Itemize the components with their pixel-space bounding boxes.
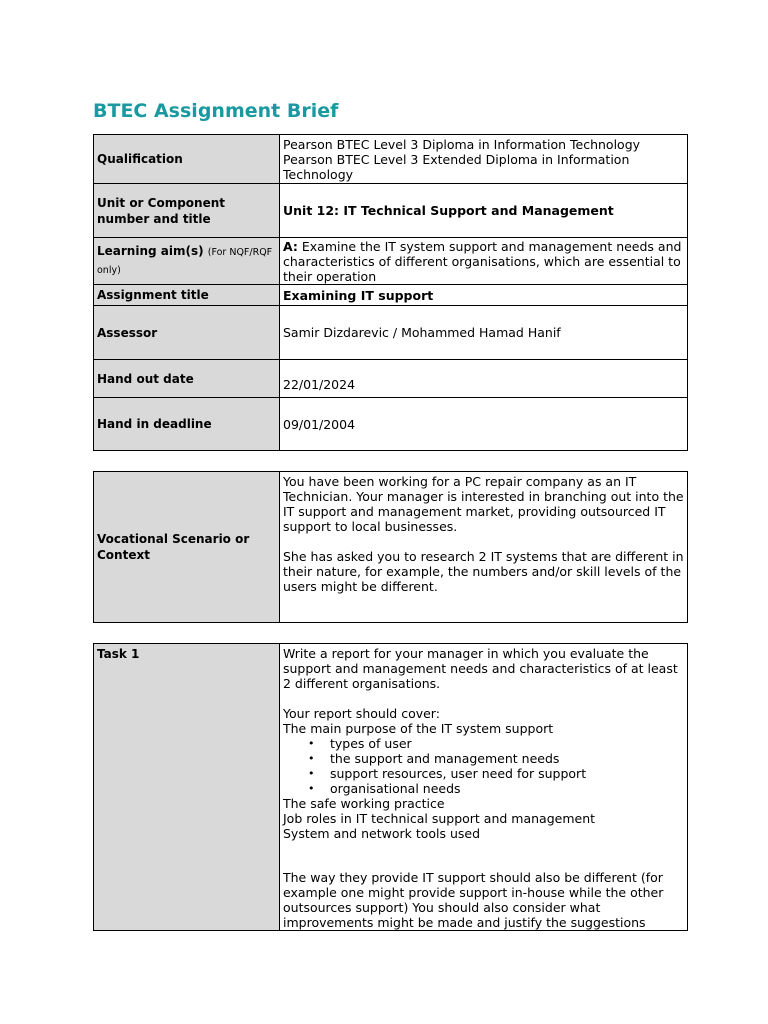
handout-label: Hand out date <box>94 360 280 398</box>
task-row <box>94 644 688 931</box>
qualification-row <box>94 135 688 184</box>
assignment-row <box>94 285 688 306</box>
task-bullet: • types of user <box>330 736 684 751</box>
learning-aim-row <box>94 238 688 285</box>
task-safe: The safe working practice <box>283 796 445 811</box>
scenario-paragraph: You have been working for a PC repair company as an IT Technician. Your manager is interested in branching out into the IT support and management market, providing outsourced IT support to local businesses. <box>283 474 684 534</box>
learning-aim-code: A: <box>283 238 298 254</box>
scenario-label: Vocational Scenario or Context <box>94 472 280 623</box>
spacer <box>283 691 684 706</box>
deadline-value: 09/01/2004 <box>280 398 688 451</box>
task-label: Task 1 <box>94 644 280 931</box>
deadline-label: Hand in deadline <box>94 398 280 451</box>
task-bullet: • organisational needs <box>330 781 684 796</box>
deadline-row <box>94 398 688 451</box>
scenario-paragraph: She has asked you to research 2 IT systems that are different in their nature, for example, the numbers and/or skill levels of the users might be different. <box>283 549 684 594</box>
task-purpose: The main purpose of the IT system support <box>283 721 554 736</box>
spacer <box>283 534 684 549</box>
qualification-label: Qualification <box>94 135 280 184</box>
unit-row <box>94 184 688 238</box>
task-intro: Write a report for your manager in which you evaluate the support and management needs and characteristics of at least 2 different organisations. <box>283 646 678 691</box>
learning-aim-value <box>280 238 688 285</box>
scenario-table <box>93 471 688 623</box>
learning-aim-note: (For NQF/RQF only) <box>97 247 273 276</box>
handout-value: 22/01/2024 <box>280 360 688 398</box>
task-bullet: • the support and management needs <box>330 751 684 766</box>
brief-table <box>93 134 688 451</box>
task-cover-heading: Your report should cover: <box>283 706 440 721</box>
task-table <box>93 643 688 931</box>
unit-label: Unit or Component number and title <box>94 184 280 238</box>
task-bullet: • support resources, user need for support <box>330 766 684 781</box>
assignment-label: Assignment title <box>94 285 280 306</box>
handout-row <box>94 360 688 398</box>
assessor-label: Assessor <box>94 306 280 360</box>
spacer <box>283 841 684 870</box>
qualification-value: Pearson BTEC Level 3 Diploma in Information Technology Pearson BTEC Level 3 Extended Diploma in Information Technology <box>280 135 688 184</box>
learning-aim-label-text: Learning aim(s) <box>97 244 204 258</box>
unit-value: Unit 12: IT Technical Support and Management <box>280 184 688 238</box>
scenario-value <box>280 472 688 623</box>
learning-aim-text: Examine the IT system support and management needs and characteristics of different organisations, which are essential to their operation <box>283 238 682 284</box>
scenario-row <box>94 472 688 623</box>
task-roles: Job roles in IT technical support and management <box>283 811 596 826</box>
task-value <box>280 644 688 931</box>
page-title: BTEC Assignment Brief <box>93 100 339 122</box>
task-tools: System and network tools used <box>283 826 481 841</box>
learning-aim-label <box>94 238 280 285</box>
assessor-row <box>94 306 688 360</box>
assessor-value: Samir Dizdarevic / Mohammed Hamad Hanif <box>280 306 688 360</box>
assignment-value: Examining IT support <box>280 285 688 306</box>
task-bullet-list <box>283 736 684 796</box>
task-closing: The way they provide IT support should also be different (for example one might provide support in-house while the other outsources support) You should also consider what improvements might be made and justify the suggestions <box>283 870 664 930</box>
